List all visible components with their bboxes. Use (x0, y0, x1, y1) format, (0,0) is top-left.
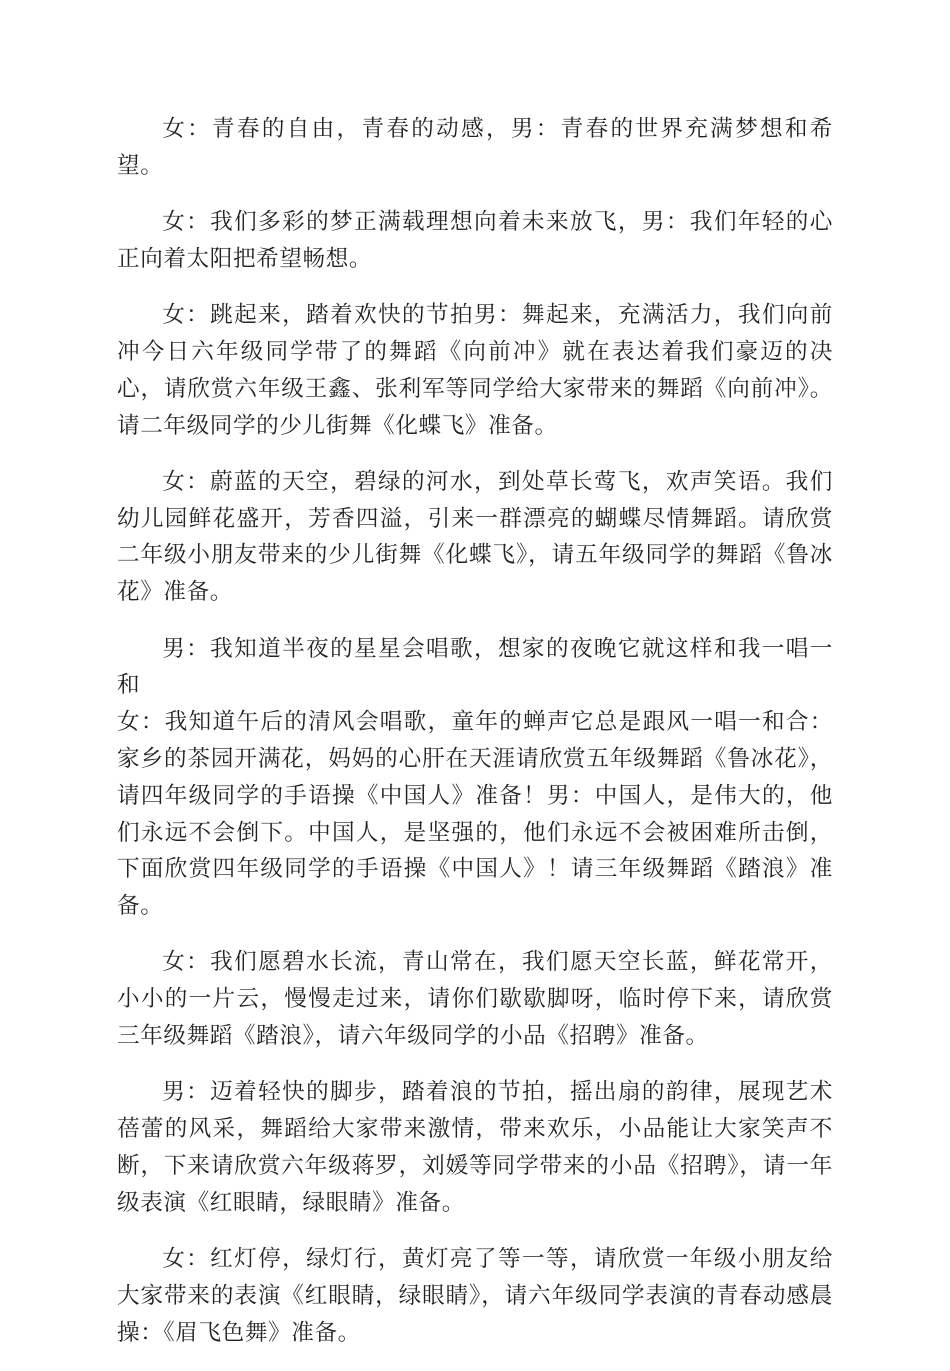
paragraph-3: 女：跳起来，踏着欢快的节拍男：舞起来，充满活力，我们向前冲今日六年级同学带了的舞蹈《向前冲》就在表达着我们豪迈的决心，请欣赏六年级王鑫、张利军等同学给大家带来的舞蹈《向前冲》。请二年级同学的少儿街舞《化蝶飞》准备。 (117, 302, 833, 439)
paragraph-6: 女：我知道午后的清风会唱歌，童年的蝉声它总是跟风一唱一和合：家乡的茶园开满花，妈妈的心肝在天涯请欣赏五年级舞蹈《鲁冰花》，请四年级同学的手语操《中国人》准备！男：中国人，是伟大的，他们永远不会倒下。中国人，是坚强的，他们永远不会被困难所击倒，下面欣赏四年级同学的手语操《中国人》！请三年级舞蹈《踏浪》准备。 (117, 709, 833, 920)
paragraph-7: 女：我们愿碧水长流，青山常在，我们愿天空长蓝，鲜花常开，小小的一片云，慢慢走过来，请你们歇歇脚呀，临时停下来，请欣赏三年级舞蹈《踏浪》，请六年级同学的小品《招聘》准备。 (117, 949, 833, 1050)
paragraph-9: 女：红灯停，绿灯行，黄灯亮了等一等，请欣赏一年级小朋友给大家带来的表演《红眼睛，绿眼睛》，请六年级同学表演的青春动感晨操：《眉飞色舞》准备。 (117, 1246, 833, 1346)
paragraph-1: 女：青春的自由，青春的动感，男：青春的世界充满梦想和希望。 (117, 116, 833, 179)
document-body (117, 111, 833, 1371)
paragraph-8: 男：迈着轻快的脚步，踏着浪的节拍，摇出扇的韵律，展现艺术蓓蕾的风采，舞蹈给大家带来激情，带来欢乐，小品能让大家笑声不断，下来请欣赏六年级蒋罗，刘媛等同学带来的小品《招聘》，请一年级表演《红眼睛，绿眼睛》准备。 (117, 1079, 833, 1216)
paragraph-5: 男：我知道半夜的星星会唱歌，想家的夜晚它就这样和我一唱一和 (117, 635, 833, 699)
paragraph-2: 女：我们多彩的梦正满载理想向着未来放飞，男：我们年轻的心正向着太阳把希望畅想。 (117, 209, 833, 272)
paragraph-4: 女：蔚蓝的天空，碧绿的河水，到处草长莺飞，欢声笑语。我们幼儿园鲜花盛开，芳香四溢，引来一群漂亮的蝴蝶尽情舞蹈。请欣赏二年级小朋友带来的少儿街舞《化蝶飞》，请五年级同学的舞蹈《鲁冰花》准备。 (117, 468, 833, 606)
